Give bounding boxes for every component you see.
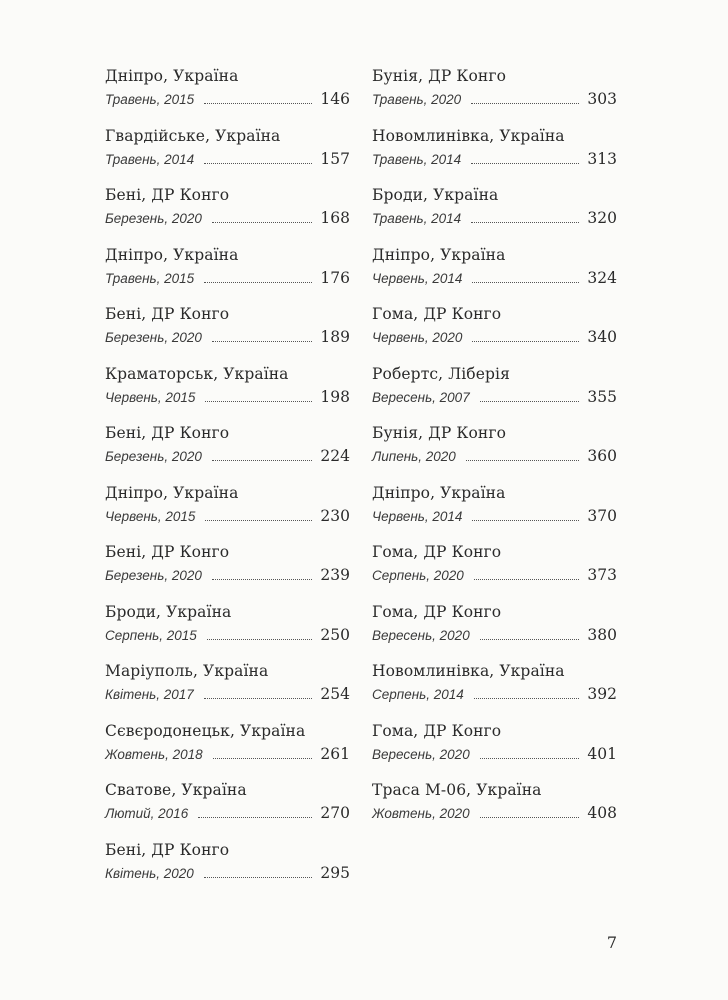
toc-entry-date: Серпень, 2020 (372, 568, 464, 583)
toc-entry-page: 313 (587, 149, 617, 168)
toc-entry-page: 392 (587, 685, 617, 703)
toc-entry-meta (372, 685, 617, 704)
dot-leader (480, 757, 579, 759)
toc-entry-date: Липень, 2020 (372, 449, 456, 464)
toc-entry-place: Гвардійське, Україна (105, 126, 281, 145)
toc-entry-meta (372, 269, 617, 288)
toc-entry-page: 157 (320, 149, 350, 168)
toc-entry-meta (105, 745, 350, 764)
toc-entry-meta (105, 209, 350, 228)
dot-leader (212, 340, 312, 342)
toc-entry-meta (105, 90, 350, 109)
toc-entry (372, 185, 617, 245)
toc-entry-date: Серпень, 2015 (105, 627, 197, 643)
toc-entry-place: Дніпро, Україна (105, 67, 239, 85)
toc-entry-page: 250 (320, 625, 350, 644)
toc-entry-meta (105, 388, 350, 407)
toc-entry-page: 261 (320, 744, 350, 763)
toc-column-left (105, 66, 350, 899)
dot-leader (213, 757, 312, 759)
toc-entry-meta (372, 447, 617, 466)
toc-entry (105, 602, 350, 662)
toc-entry (105, 185, 350, 245)
dot-leader (472, 281, 579, 283)
toc-entry-date: Травень, 2015 (105, 270, 195, 286)
toc-entry-date: Жовтень, 2018 (105, 746, 203, 762)
toc-entry-meta (105, 328, 350, 347)
toc-entry-date: Вересень, 2007 (372, 389, 470, 405)
toc-entry-place: Новомлинівка, Україна (372, 662, 565, 680)
toc-entry-place: Бунія, ДР Конго (372, 67, 506, 85)
toc-entry-date: Травень, 2014 (372, 151, 462, 167)
toc-entry-meta (105, 864, 350, 883)
toc-entry (372, 661, 617, 721)
dot-leader (212, 578, 312, 580)
toc-entry (372, 66, 617, 126)
toc-entry-page: 230 (320, 506, 350, 525)
toc-entry (372, 423, 617, 483)
dot-leader (205, 519, 312, 521)
toc-entry-meta (372, 388, 617, 407)
dot-leader (212, 221, 312, 223)
toc-entry-place: Бені, ДР Конго (105, 305, 230, 323)
toc-entry-meta (372, 804, 617, 823)
toc-entry-date: Лютий, 2016 (105, 806, 189, 821)
toc-entry-place: Броди, Україна (105, 602, 232, 621)
toc-entry-page: 189 (320, 328, 350, 346)
toc-entry (105, 840, 350, 900)
dot-leader (471, 102, 579, 104)
toc-entry-page: 408 (587, 804, 617, 822)
toc-entry-date: Травень, 2020 (372, 92, 462, 107)
toc-entry-page: 370 (587, 506, 617, 525)
toc-entry-meta (372, 507, 617, 526)
dot-leader (204, 697, 312, 699)
toc-entry (105, 721, 350, 781)
toc-entry-page: 146 (320, 90, 350, 108)
toc-entry-date: Червень, 2015 (105, 389, 196, 405)
toc-entry-page: 320 (587, 209, 617, 227)
toc-entry-meta (372, 626, 617, 645)
toc-entry (372, 245, 617, 305)
toc-entry-place: Сватове, Україна (105, 781, 247, 799)
toc-entry-page: 401 (587, 744, 617, 763)
toc-entry-date: Червень, 2015 (105, 508, 196, 524)
toc-entry (105, 780, 350, 840)
toc-entry-meta (105, 507, 350, 526)
toc-entry-meta (105, 566, 350, 585)
dot-leader (204, 281, 312, 283)
toc-entry-date: Травень, 2014 (372, 211, 462, 226)
toc-entry (372, 483, 617, 543)
toc-entry-meta (372, 150, 617, 169)
toc-entry-date: Травень, 2015 (105, 92, 195, 107)
toc-entry-page: 324 (587, 268, 617, 287)
toc-entry-place: Бені, ДР Конго (105, 543, 230, 561)
dot-leader (471, 162, 579, 164)
toc-entry-place: Бунія, ДР Конго (372, 424, 506, 442)
toc-entry-page: 270 (320, 804, 350, 822)
toc-entry (105, 66, 350, 126)
toc-entry (372, 542, 617, 602)
toc-entry-meta (372, 328, 617, 347)
dot-leader (474, 578, 579, 580)
toc-entry-place: Гома, ДР Конго (372, 305, 502, 323)
toc-entry-page: 254 (320, 685, 350, 703)
toc-entry (372, 721, 617, 781)
toc-entry-place: Дніпро, Україна (105, 245, 239, 264)
toc-entry (372, 364, 617, 424)
toc-entry-meta (372, 745, 617, 764)
toc-entry (105, 364, 350, 424)
toc-entry (372, 304, 617, 364)
toc-entry-place: Траса М-06, Україна (372, 781, 542, 799)
toc-entry (105, 542, 350, 602)
toc-entry-date: Жовтень, 2020 (372, 806, 470, 821)
toc-entry-date: Травень, 2014 (105, 151, 195, 167)
toc-entry-place: Бені, ДР Конго (105, 186, 230, 204)
toc-entry-place: Сєвєродонецьк, Україна (105, 721, 306, 740)
toc-entry-page: 360 (587, 447, 617, 465)
toc-entry-meta (105, 150, 350, 169)
toc-entry-place: Робертс, Ліберія (372, 364, 510, 383)
dot-leader (472, 340, 579, 342)
dot-leader (480, 400, 579, 402)
toc-entry-meta (105, 626, 350, 645)
toc-entry-meta (105, 447, 350, 466)
toc-entry-date: Вересень, 2020 (372, 627, 470, 643)
toc-entry-date: Березень, 2020 (105, 330, 202, 345)
toc-entry-page: 355 (587, 387, 617, 406)
toc-entry (105, 423, 350, 483)
toc-entry (372, 780, 617, 840)
toc-entry (105, 483, 350, 543)
dot-leader (472, 519, 579, 521)
toc-entry-page: 198 (320, 387, 350, 406)
toc-entry-page: 239 (320, 566, 350, 584)
toc-entry-place: Новомлинівка, Україна (372, 126, 565, 145)
toc-entry (105, 661, 350, 721)
toc-entry-page: 340 (587, 328, 617, 346)
dot-leader (212, 459, 312, 461)
toc-entry-place: Дніпро, Україна (372, 245, 506, 264)
toc-entry-date: Березень, 2020 (105, 568, 202, 583)
page-number: 7 (606, 933, 617, 952)
toc-entry-place: Гома, ДР Конго (372, 602, 502, 621)
dot-leader (480, 816, 579, 818)
toc-entry-page: 176 (320, 268, 350, 287)
toc-entry-date: Вересень, 2020 (372, 746, 470, 762)
toc-entry-place: Гома, ДР Конго (372, 543, 502, 561)
toc-entry-meta (372, 209, 617, 228)
dot-leader (207, 638, 312, 640)
toc-entry (105, 245, 350, 305)
toc-entry-place: Броди, Україна (372, 186, 499, 204)
toc-entry-meta (105, 685, 350, 704)
toc-entry-place: Бені, ДР Конго (105, 424, 230, 442)
toc-entry (372, 126, 617, 186)
toc-entry-meta (372, 566, 617, 585)
toc-entry (105, 126, 350, 186)
toc-entry-date: Червень, 2014 (372, 270, 463, 286)
dot-leader (480, 638, 579, 640)
toc-entry-meta (372, 90, 617, 109)
toc-entry-page: 380 (587, 625, 617, 644)
toc-entry-place: Бені, ДР Конго (105, 840, 230, 859)
toc-entry-date: Червень, 2020 (372, 330, 463, 345)
toc-entry (105, 304, 350, 364)
dot-leader (204, 162, 312, 164)
toc-column-right (372, 66, 617, 840)
toc-entry-place: Дніпро, Україна (105, 483, 239, 502)
toc-entry-place: Маріуполь, Україна (105, 662, 269, 680)
dot-leader (471, 221, 579, 223)
dot-leader (204, 876, 312, 878)
toc-entry-date: Серпень, 2014 (372, 687, 464, 702)
toc-entry-date: Квітень, 2020 (105, 865, 194, 881)
toc-entry-page: 303 (587, 90, 617, 108)
toc-entry-place: Краматорськ, Україна (105, 364, 289, 383)
toc-entry (372, 602, 617, 662)
dot-leader (204, 102, 312, 104)
toc-entry-date: Березень, 2020 (105, 211, 202, 226)
toc-entry-page: 224 (320, 447, 350, 465)
toc-entry-date: Квітень, 2017 (105, 687, 194, 702)
toc-entry-meta (105, 269, 350, 288)
toc-entry-date: Червень, 2014 (372, 508, 463, 524)
toc-entry-place: Гома, ДР Конго (372, 721, 502, 740)
dot-leader (474, 697, 579, 699)
toc-entry-page: 295 (320, 863, 350, 882)
dot-leader (198, 816, 312, 818)
toc-entry-meta (105, 804, 350, 823)
toc-entry-page: 168 (320, 209, 350, 227)
toc-entry-date: Березень, 2020 (105, 449, 202, 464)
dot-leader (466, 459, 579, 461)
toc-entry-place: Дніпро, Україна (372, 483, 506, 502)
dot-leader (205, 400, 312, 402)
toc-entry-page: 373 (587, 566, 617, 584)
